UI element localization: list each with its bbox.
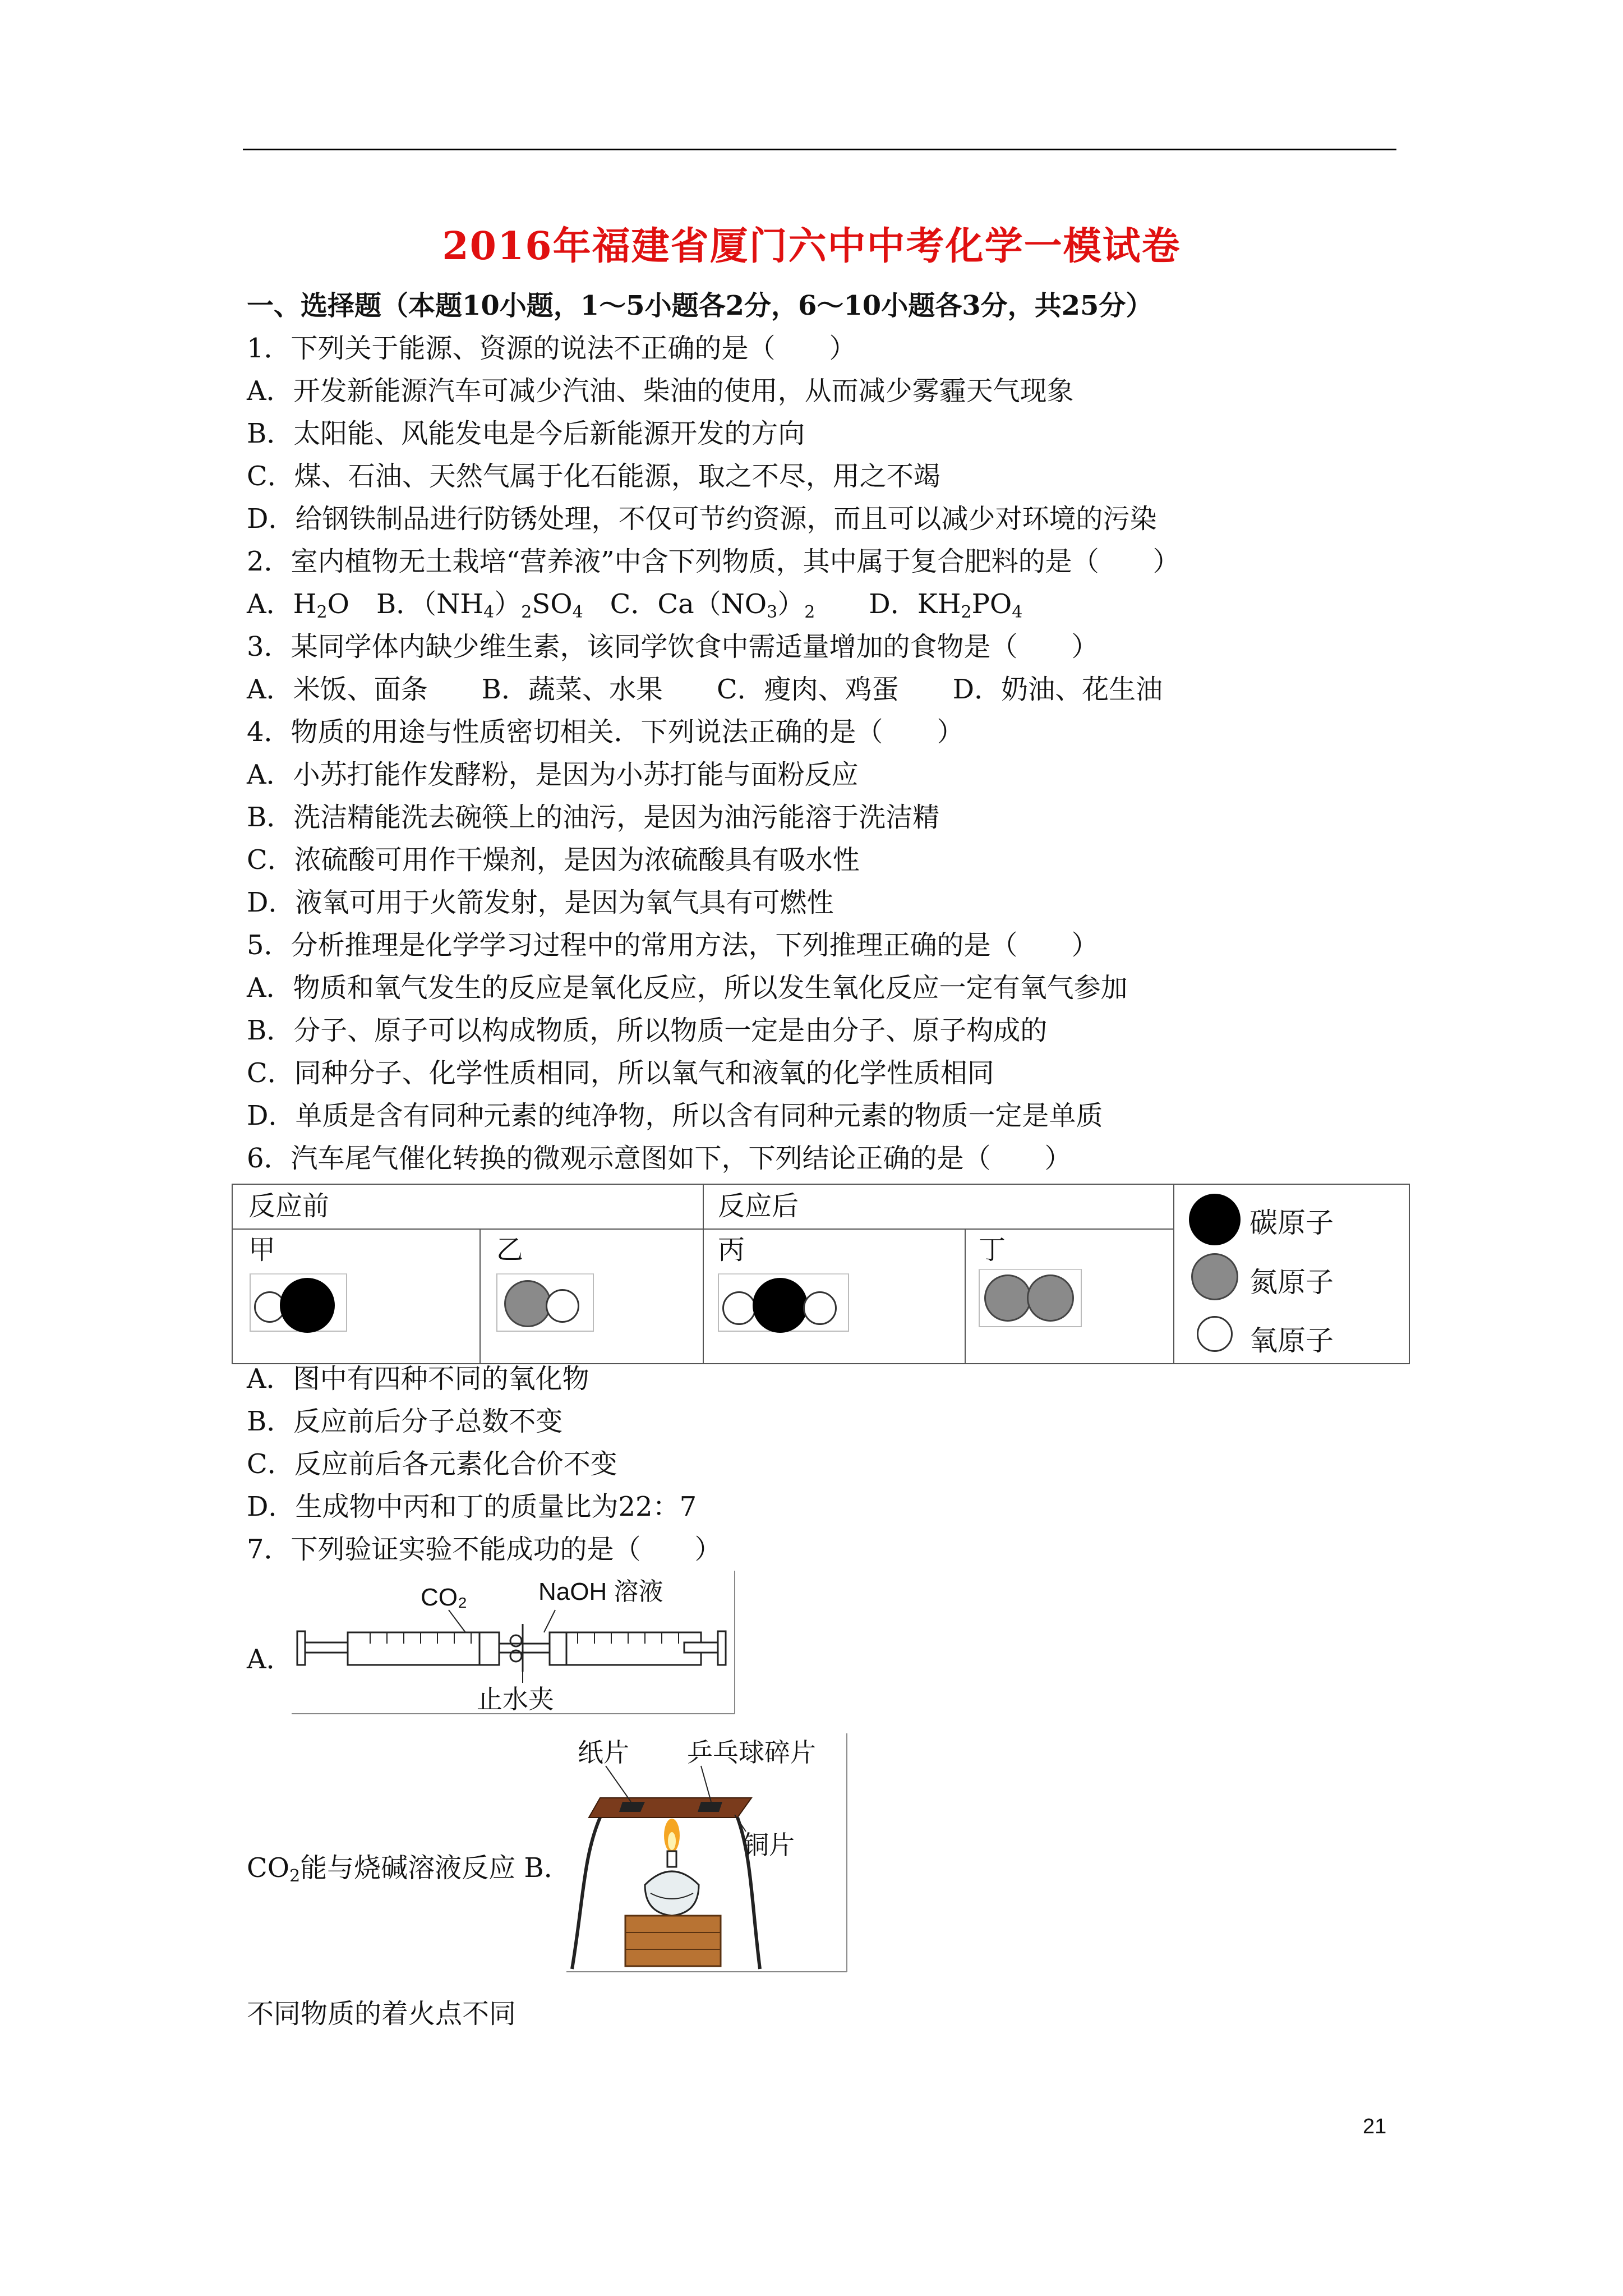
carbon-atom <box>753 1278 808 1333</box>
q1-option-b: B．太阳能、风能发电是今后新能源开发的方向 <box>247 418 805 449</box>
atom-legend <box>1172 1184 1407 1362</box>
question-3: 3．某同学体内缺少维生素，该同学饮食中需适量增加的食物是（ ） <box>247 631 1099 662</box>
page-number: 21 <box>1363 2115 1387 2138</box>
ignition-point-apparatus-figure <box>566 1733 852 1975</box>
syringe-apparatus-figure <box>292 1571 740 1717</box>
paper-label: 纸片 <box>578 1738 629 1767</box>
naoh-solution-label: NaOH 溶液 <box>538 1578 663 1605</box>
question-2: 2．室内植物无土栽培“营养液”中含下列物质，其中属于复合肥料的是（ ） <box>247 546 1180 577</box>
header-rule <box>243 149 1396 150</box>
oxygen-legend-icon <box>1197 1316 1233 1352</box>
legend-carbon-label: 碳原子 <box>1249 1207 1334 1239</box>
q2-options: A．$H_2O$ B．$(NH_4)_2SO_4$ C．$Ca(NO_3)_2$ D．$KH_2PO_4$ <box>247 588 1023 622</box>
molecule-yi <box>496 1273 594 1332</box>
q4-option-a: A．小苏打能作发酵粉，是因为小苏打能与面粉反应 <box>247 759 859 790</box>
q1-option-d: D．给钢铁制品进行防锈处理，不仅可节约资源，而且可以减少对环境的污染 <box>247 503 1157 535</box>
co2-label: CO₂ <box>421 1584 468 1611</box>
q5-option-d: D．单质是含有同种元素的纯净物，所以含有同种元素的物质一定是单质 <box>247 1100 1103 1131</box>
molecule-bing <box>718 1273 849 1332</box>
carbon-legend-icon <box>1189 1194 1241 1245</box>
table-col-divider <box>965 1228 966 1363</box>
pingpong-label: 乒乓球碎片 <box>687 1738 816 1767</box>
molecule-jia <box>250 1273 347 1332</box>
q5-option-c: C．同种分子、化学性质相同，所以氧气和液氧的化学性质相同 <box>247 1057 994 1089</box>
oxygen-atom <box>803 1291 837 1325</box>
label-ding: 丁 <box>979 1234 1006 1266</box>
nitrogen-atom <box>504 1280 551 1327</box>
q7b-caption: 不同物质的着火点不同 <box>247 1998 517 2030</box>
copper-plate-label: 铜片 <box>743 1830 795 1860</box>
question-4: 4．物质的用途与性质密切相关．下列说法正确的是（ ） <box>247 716 964 748</box>
q1-option-c: C．煤、石油、天然气属于化石能源，取之不尽，用之不竭 <box>247 461 940 492</box>
section-heading: 一、选择题（本题10小题，1～5小题各2分，6～10小题各3分，共25分） <box>247 290 1153 321</box>
q6-option-a: A．图中有四种不同的氧化物 <box>247 1363 589 1395</box>
q5-option-a: A．物质和氧气发生的反应是氧化反应，所以发生氧化反应一定有氧气参加 <box>247 972 1128 1004</box>
question-7: 7．下列验证实验不能成功的是（ ） <box>247 1534 722 1565</box>
nitrogen-legend-icon <box>1191 1253 1238 1300</box>
label-bing: 丙 <box>718 1234 745 1266</box>
nitrogen-atom <box>984 1274 1031 1322</box>
q4-option-d: D．液氧可用于火箭发射，是因为氧气具有可燃性 <box>247 887 834 918</box>
legend-oxygen-label: 氧原子 <box>1249 1325 1334 1356</box>
label-jia: 甲 <box>248 1234 276 1266</box>
header-after-reaction: 反应后 <box>718 1190 799 1222</box>
q3-options: A．米饭、面条 B．蔬菜、水果 C．瘦肉、鸡蛋 D．奶油、花生油 <box>247 674 1163 705</box>
water-clamp-label: 止水夹 <box>477 1685 554 1714</box>
q5-option-b: B．分子、原子可以构成物质，所以物质一定是由分子、原子构成的 <box>247 1015 1048 1046</box>
molecule-ding <box>979 1269 1082 1327</box>
q4-option-b: B．洗洁精能洗去碗筷上的油污，是因为油污能溶于洗洁精 <box>247 802 940 833</box>
q6-option-d: D．生成物中丙和丁的质量比为22：7 <box>247 1491 697 1522</box>
table-col-divider <box>703 1185 704 1363</box>
q6-option-b: B．反应前后分子总数不变 <box>247 1406 563 1437</box>
header-before-reaction: 反应前 <box>248 1190 330 1222</box>
q1-option-a: A．开发新能源汽车可减少汽油、柴油的使用，从而减少雾霾天气现象 <box>247 375 1074 407</box>
legend-nitrogen-label: 氮原子 <box>1249 1267 1334 1298</box>
carbon-atom <box>280 1278 335 1333</box>
q7a-caption: $CO_2$能与烧碱溶液反应 B． <box>247 1852 571 1886</box>
question-5: 5．分析推理是化学学习过程中的常用方法，下列推理正确的是（ ） <box>247 930 1099 961</box>
table-col-divider <box>479 1228 481 1363</box>
nitrogen-atom <box>1027 1274 1074 1322</box>
q7-option-a-label: A． <box>247 1644 293 1675</box>
question-1: 1．下列关于能源、资源的说法不正确的是（ ） <box>247 333 856 364</box>
label-yi: 乙 <box>496 1234 524 1266</box>
oxygen-atom <box>546 1289 579 1323</box>
oxygen-atom <box>722 1291 756 1325</box>
q4-option-c: C．浓硫酸可用作干燥剂，是因为浓硫酸具有吸水性 <box>247 844 860 876</box>
exam-title: 2016年福建省厦门六中中考化学一模试卷 <box>442 224 1181 269</box>
q6-option-c: C．反应前后各元素化合价不变 <box>247 1448 617 1480</box>
question-6: 6．汽车尾气催化转换的微观示意图如下，下列结论正确的是（ ） <box>247 1143 1072 1174</box>
